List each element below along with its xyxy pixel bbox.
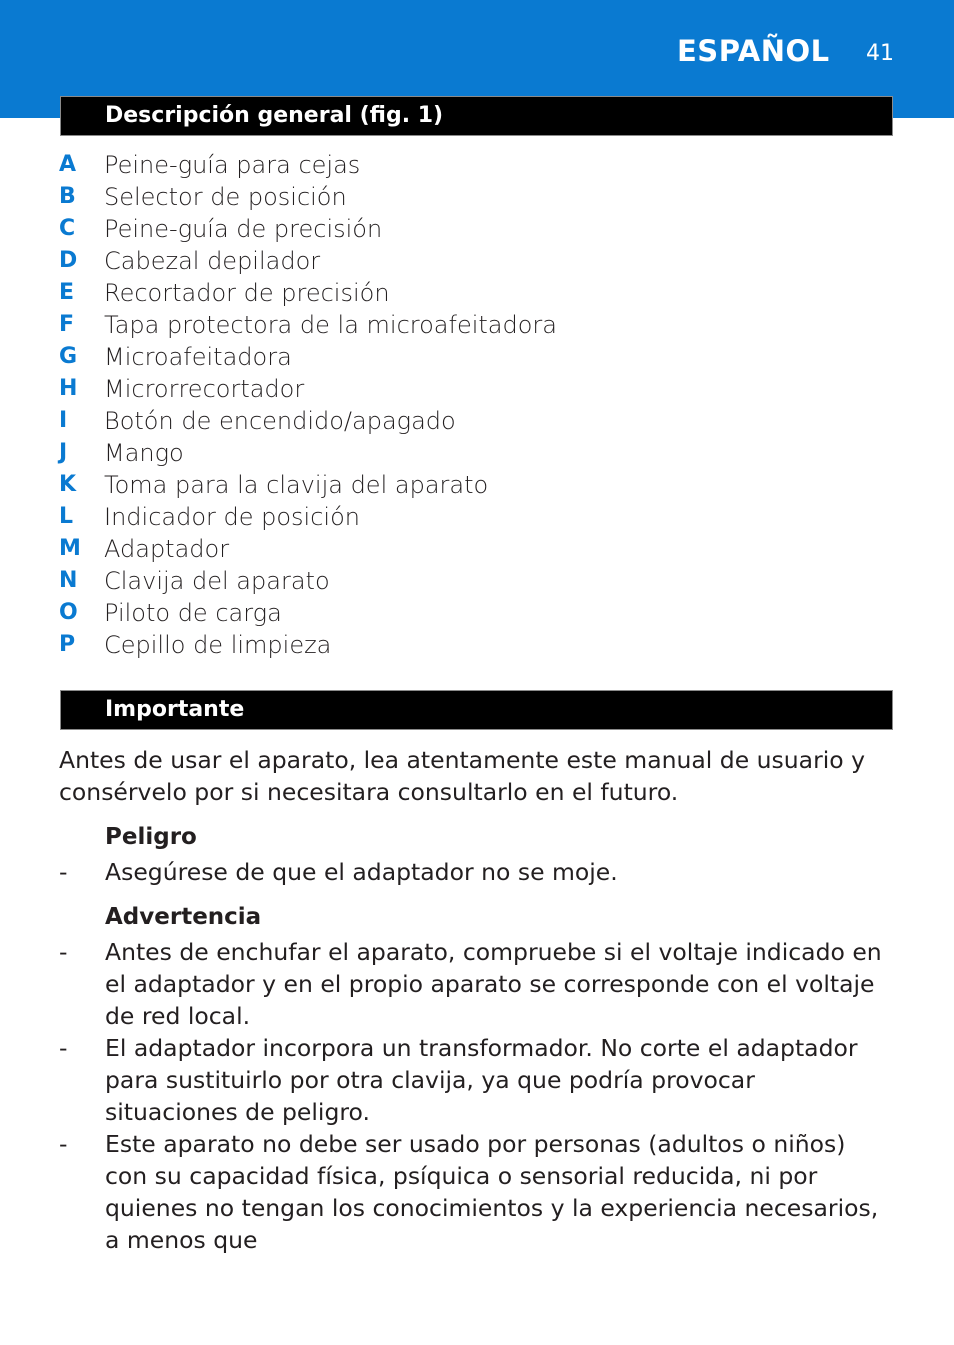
part-label: Adaptador [104, 535, 230, 563]
parts-list [59, 150, 659, 662]
list-item [59, 182, 659, 214]
part-label: Tapa protectora de la microafeitadora [104, 311, 557, 339]
part-label: Recortador de precisión [104, 279, 390, 307]
part-letter: H [59, 376, 78, 401]
list-item [59, 246, 659, 278]
list-item [59, 406, 659, 438]
part-letter: M [59, 536, 81, 561]
warning-heading: Advertencia [105, 904, 262, 930]
part-label: Piloto de carga [104, 599, 282, 627]
section-header-overview [60, 96, 893, 136]
list-item [59, 502, 659, 534]
list-item [59, 598, 659, 630]
part-label: Cepillo de limpieza [104, 631, 332, 659]
part-label: Clavija del aparato [104, 567, 330, 595]
part-letter: C [59, 216, 76, 241]
part-letter: L [59, 504, 74, 529]
part-letter: D [59, 248, 78, 273]
warning-item-text: Este aparato no debe ser usado por personas (adultos o niños) con su capacidad física, psíquica o sensorial reducida, ni por quienes no tengan los conocimientos y la experiencia necesarios, a menos que [105, 1130, 879, 1254]
part-letter: F [59, 312, 75, 337]
list-item [59, 470, 659, 502]
list-item [59, 630, 659, 662]
part-letter: J [59, 440, 68, 465]
bullet-dash: - [59, 1130, 68, 1158]
warning-item-text: Antes de enchufar el aparato, compruebe si el voltaje indicado en el adaptador y en el propio aparato se corresponde con el voltaje de red local. [105, 938, 882, 1030]
list-item [59, 214, 659, 246]
part-letter: B [59, 184, 76, 209]
section-title-important: Importante [105, 697, 245, 722]
danger-heading: Peligro [105, 824, 197, 850]
list-item [59, 278, 659, 310]
part-label: Microrrecortador [104, 375, 305, 403]
list-item [59, 534, 659, 566]
part-label: Cabezal depilador [104, 247, 321, 275]
list-item [59, 374, 659, 406]
section-title-overview: Descripción general (fig. 1) [105, 103, 444, 128]
list-item [59, 150, 659, 182]
part-label: Botón de encendido/apagado [104, 407, 456, 435]
part-label: Indicador de posición [104, 503, 360, 531]
part-letter: N [59, 568, 78, 593]
part-label: Selector de posición [104, 183, 347, 211]
warning-item-text: El adaptador incorpora un transformador. No corte el adaptador para sustituirlo por otra clavija, ya que podría provocar situaciones de peligro. [105, 1034, 858, 1126]
part-letter: K [59, 472, 77, 497]
part-letter: O [59, 600, 78, 625]
part-label: Mango [104, 439, 184, 467]
part-label: Peine-guía para cejas [104, 151, 361, 179]
bullet-dash: - [59, 938, 68, 966]
section-header-important [60, 690, 893, 730]
part-label: Microafeitadora [104, 343, 292, 371]
danger-item-text: Asegúrese de que el adaptador no se moje. [105, 858, 618, 886]
part-label: Toma para la clavija del aparato [104, 471, 489, 499]
list-item [59, 342, 659, 374]
part-letter: E [59, 280, 75, 305]
part-letter: I [59, 408, 68, 433]
language-title: ESPAÑOL [677, 34, 830, 68]
part-letter: A [59, 152, 77, 177]
list-item [59, 566, 659, 598]
part-label: Peine-guía de precisión [104, 215, 383, 243]
list-item [59, 438, 659, 470]
page-number: 41 [866, 41, 894, 66]
bullet-dash: - [59, 1034, 68, 1062]
part-letter: P [59, 632, 76, 657]
intro-paragraph: Antes de usar el aparato, lea atentamente este manual de usuario y consérvelo por si necesitara consultarlo en el futuro. [59, 746, 866, 806]
bullet-dash: - [59, 858, 68, 886]
part-letter: G [59, 344, 78, 369]
list-item [59, 310, 659, 342]
